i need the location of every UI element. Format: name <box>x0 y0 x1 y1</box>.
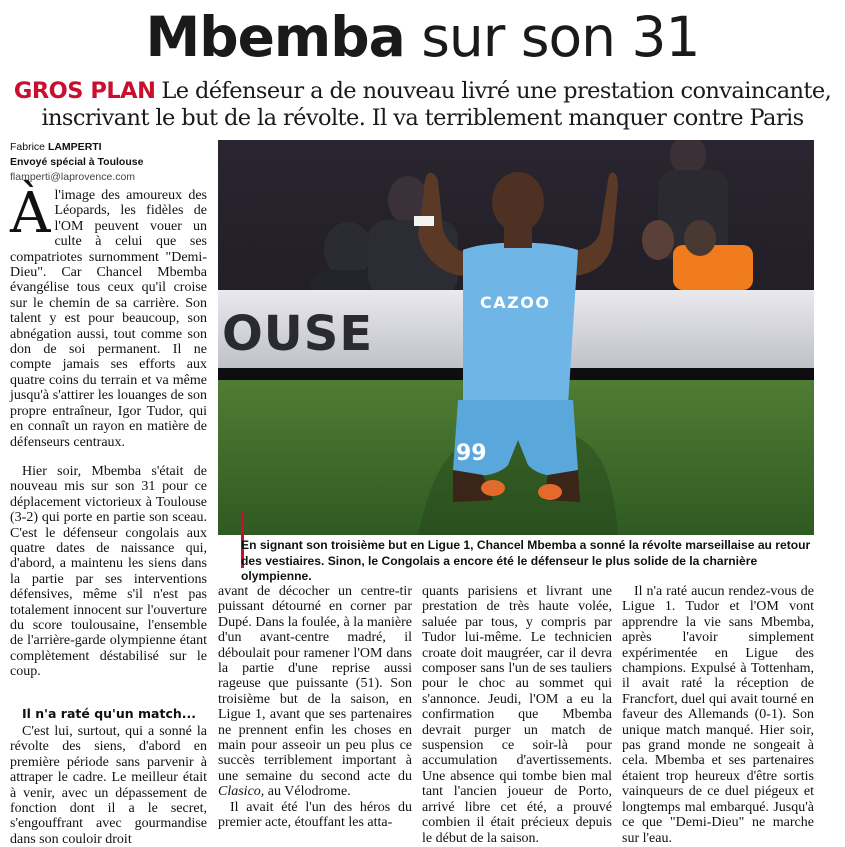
paragraph: quants parisiens et livrant une prestation de très haute volée, saluée par tous, y compris par Tudor lui-même. Le technicien croate doit maugréer, car il devra composer sans l'un de ses tauliers pour le choc au sommet qui s'annonce. Jeudi, l'OM a eu la confirmation que Mbemba devrait purger un match de suspension ce soir-là pour accumulation d'avertissements. Une absence qui tombe bien mal tant l'ancien joueur de Porto, arrivé libre cet été, a prouvé combien il était précieux depuis le début de la saison. <box>422 584 612 846</box>
section-tag: GROS PLAN <box>13 78 156 104</box>
shorts-number: 99 <box>456 441 487 466</box>
article-column-3 <box>422 584 612 846</box>
deck <box>0 78 845 132</box>
paragraph: Àl'image des amoureux des Léopards, les fidèles de l'OM peuvent vouer un culte à celui que ses compatriotes surnomment "Demi-Dieu". Car Chancel Mbemba évangélise tous ceux qu'il croise sur le chemin de sa carrière. Son talent y est pour beaucoup, son abnégation aussi, tout comme son don de soi permanent. Il ne compte jamais ses efforts aux quatre coins du terrain et va même jusqu'à s'attirer les louanges de son propre entraîneur, Igor Tudor, qui en connaît un rayon en matière de défenseurs centraux. <box>10 181 207 450</box>
headline-rest: sur son 31 <box>421 5 700 69</box>
paragraph: avant de décocher un centre-tir puissant détourné en corner par Dupé. Dans la foulée, à la manière d'un avant-centre madré, il déboulait pour ramener l'OM dans la partie d'une reprise aussi rageuse que puissante (51). Son troisième but de la saison, en Ligue 1, avant que ses partenaires ne prennent enfin les choses en main pour asseoir un peu plus ce succès terriblement important à une semaine du second acte du Clasico, au Vélodrome. <box>218 584 412 800</box>
article-column-2 <box>218 584 412 831</box>
author-role: Envoyé spécial à Toulouse <box>10 156 144 168</box>
player-head <box>492 172 544 232</box>
deck-text: Le défenseur a de nouveau livré une prestation convaincante, inscrivant le but de la révolte. Il va terriblement manquer contre Paris <box>41 78 832 131</box>
headline-name: Mbemba <box>145 5 405 69</box>
player-neck <box>504 226 532 248</box>
paragraph: Hier soir, Mbemba s'était de nouveau mis sur son 31 pour ce déplacement victorieux à Toulouse (3-2) qui porte en partie son sceau. C'est le défenseur congolais aux quatre dates de naissance qui, d'abord, a maintenu les siens dans la partie par ses interventions défensives, même s'il n'est pas totalement innocent sur l'ouverture du score toulousaine, l'ensemble de l'arrière-garde olympienne étant complètement déstabilisé sur le coup. <box>10 464 207 680</box>
left-boot <box>481 480 505 496</box>
byline <box>10 140 143 185</box>
article-photo <box>218 140 814 535</box>
board-text: OUSE <box>222 306 374 362</box>
paragraph: Il avait été l'un des héros du premier acte, étouffant les atta- <box>218 799 412 831</box>
steward-head-2 <box>684 220 716 256</box>
spectator <box>324 222 372 278</box>
jersey <box>463 243 578 413</box>
wristband <box>414 216 434 226</box>
article-column-4 <box>622 584 814 846</box>
right-boot <box>538 484 562 500</box>
drop-cap: À <box>10 181 51 246</box>
article-column-1 <box>10 181 207 847</box>
steward-head <box>642 220 674 260</box>
photo-illustration <box>218 140 814 535</box>
author-email[interactable]: flamperti@laprovence.com <box>10 171 136 183</box>
headline <box>0 2 845 72</box>
author-name: Fabrice LAMPERTI <box>10 141 102 153</box>
photo-caption: En signant son troisième but en Ligue 1, Chancel Mbemba a sonné la révolte marseillaise au retour des vestiaires. Sinon, le Congolais a encore été le défenseur le plus solide de la charnière olympienne. <box>241 538 811 583</box>
subheading: Il n'a raté qu'un match... <box>22 706 197 721</box>
paragraph: Il n'a raté aucun rendez-vous de Ligue 1. Tudor et l'OM vont apprendre la vie sans Mbemba, après l'avoir simplement expérimentée en Ligue des champions. Expulsé à Tottenham, il avait raté la réception de Francfort, duel qui avait tourné en faveur des Allemands (0-1). Son unique match manqué. Hier soir, pas grand monde ne songeait à cela. Mbemba et ses partenaires étaient trop heureux d'être sortis vainqueurs de ce duel piégeux et longtemps mal embarqué. Jusqu'à ce que "Demi-Dieu" ne marche sur l'eau. <box>622 584 814 846</box>
sponsor-text: CAZOO <box>480 293 551 312</box>
steward-vest <box>673 245 753 290</box>
paragraph: C'est lui, surtout, qui a sonné la révolte des siens, d'abord en première période sans parvenir à attraper le cadre. Le meilleur était à venir, avec un dépassement de fonction dont il a le secret, s'engouffrant avec gourmandise dans son couloir droit <box>10 724 207 847</box>
